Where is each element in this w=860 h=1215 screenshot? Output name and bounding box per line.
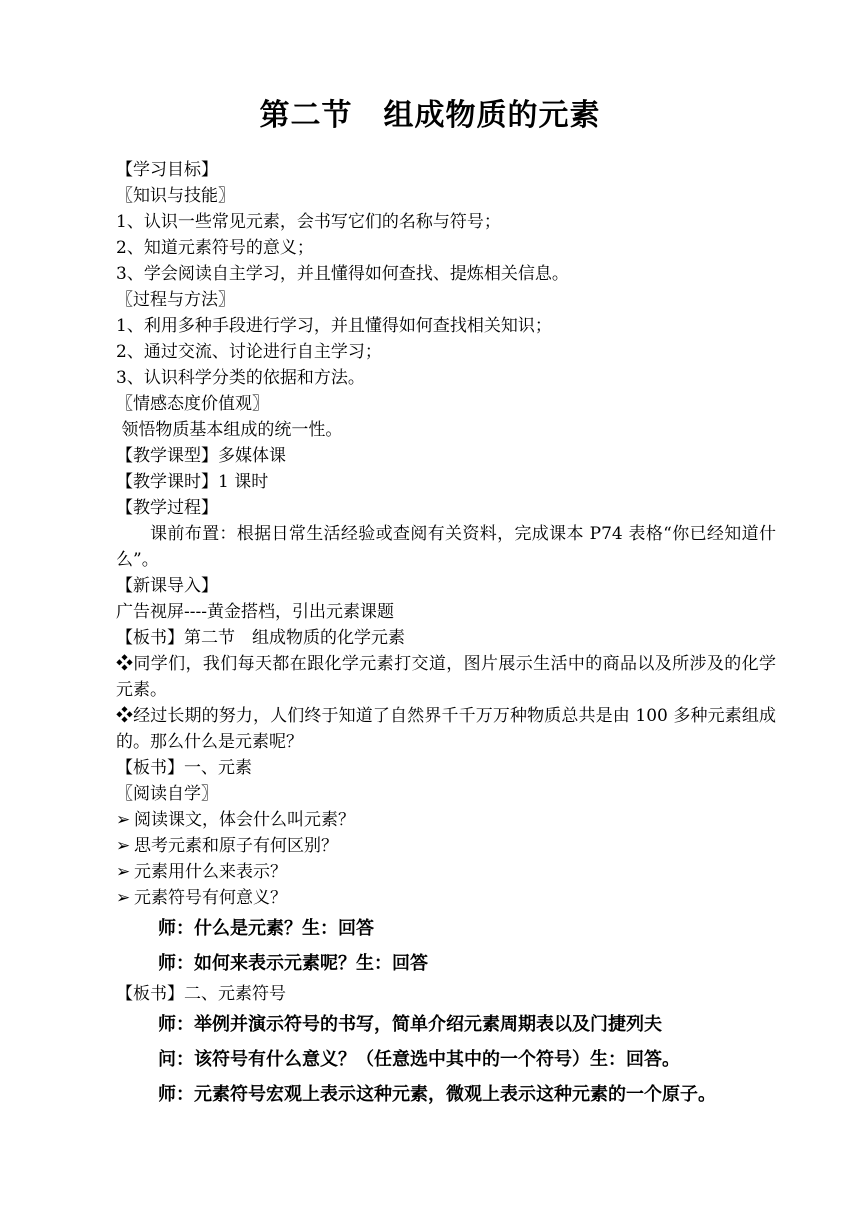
dialogue-line: 问：该符号有什么意义？（任意选中其中的一个符号）生：回答。 xyxy=(158,1049,680,1070)
arrow-bullet-icon: ➢ xyxy=(116,810,131,830)
question-text: 元素用什么来表示？ xyxy=(134,862,287,882)
reading-question xyxy=(116,885,776,911)
section-heading-intro: 【新课导入】 xyxy=(116,576,218,596)
dialogue-line: 师：举例并演示符号的书写，简单介绍元素周期表以及门捷列夫 xyxy=(158,1014,662,1035)
reading-question xyxy=(116,807,776,833)
dialogue-line: 师：什么是元素？生：回答 xyxy=(158,918,374,939)
bullet-paragraph xyxy=(116,651,776,703)
section-heading-process: 【教学过程】 xyxy=(116,498,218,518)
bullet-paragraph xyxy=(116,703,776,755)
arrow-bullet-icon: ➢ xyxy=(116,836,131,856)
list-item: 2、知道元素符号的意义； xyxy=(116,238,314,258)
list-item: 1、认识一些常见元素，会书写它们的名称与符号； xyxy=(116,212,501,232)
arrow-bullet-icon: ➢ xyxy=(116,862,131,882)
paragraph-text: 经过长期的努力，人们终于知道了自然界千千万万种物质总共是由 100 多种元素组成的。那么什么是元素呢？ xyxy=(116,706,777,752)
board-heading: 【板书】二、元素符号 xyxy=(116,984,286,1004)
list-item: 2、通过交流、讨论进行自主学习； xyxy=(116,342,382,362)
list-item: 3、认识科学分类的依据和方法。 xyxy=(116,368,365,388)
subheading-process-methods: 〖过程与方法〗 xyxy=(116,290,235,310)
subheading-reading: 〖阅读自学〗 xyxy=(116,784,218,804)
paragraph-text: 同学们，我们每天都在跟化学元素打交道，图片展示生活中的商品以及所涉及的化学元素。 xyxy=(116,654,777,700)
diamond-bullet-icon: ❖ xyxy=(116,654,134,674)
values-text: 领悟物质基本组成的统一性。 xyxy=(116,420,343,440)
list-item: 1、利用多种手段进行学习，并且懂得如何查找相关知识； xyxy=(116,316,552,336)
board-heading: 【板书】一、元素 xyxy=(116,758,252,778)
question-text: 阅读课文，体会什么叫元素？ xyxy=(134,810,355,830)
diamond-bullet-icon: ❖ xyxy=(116,706,134,726)
lesson-type: 【教学课型】多媒体课 xyxy=(116,446,286,466)
pre-class-paragraph: 课前布置：根据日常生活经验或查阅有关资料，完成课本 P74 表格“你已经知道什么”。 xyxy=(116,524,776,570)
intro-text: 广告视屏----黄金搭档，引出元素课题 xyxy=(116,602,394,622)
section-heading-objectives: 【学习目标】 xyxy=(116,160,218,180)
dialogue-line: 师：元素符号宏观上表示这种元素，微观上表示这种元素的一个原子。 xyxy=(158,1084,716,1105)
list-item: 3、学会阅读自主学习，并且懂得如何查找、提炼相关信息。 xyxy=(116,264,569,284)
lesson-hours: 【教学课时】1 课时 xyxy=(116,472,269,492)
arrow-bullet-icon: ➢ xyxy=(116,888,131,908)
subheading-knowledge-skills: 〖知识与技能〗 xyxy=(116,186,235,206)
dialogue-line: 师：如何来表示元素呢？生：回答 xyxy=(158,953,428,974)
reading-question xyxy=(116,859,776,885)
question-text: 思考元素和原子有何区别？ xyxy=(134,836,338,856)
page-title: 第二节 组成物质的元素 xyxy=(259,98,601,133)
document-body xyxy=(116,157,776,1112)
reading-question xyxy=(116,833,776,859)
board-heading: 【板书】第二节 组成物质的化学元素 xyxy=(116,628,405,648)
subheading-values: 〖情感态度价值观〗 xyxy=(116,394,269,414)
question-text: 元素符号有何意义？ xyxy=(134,888,287,908)
